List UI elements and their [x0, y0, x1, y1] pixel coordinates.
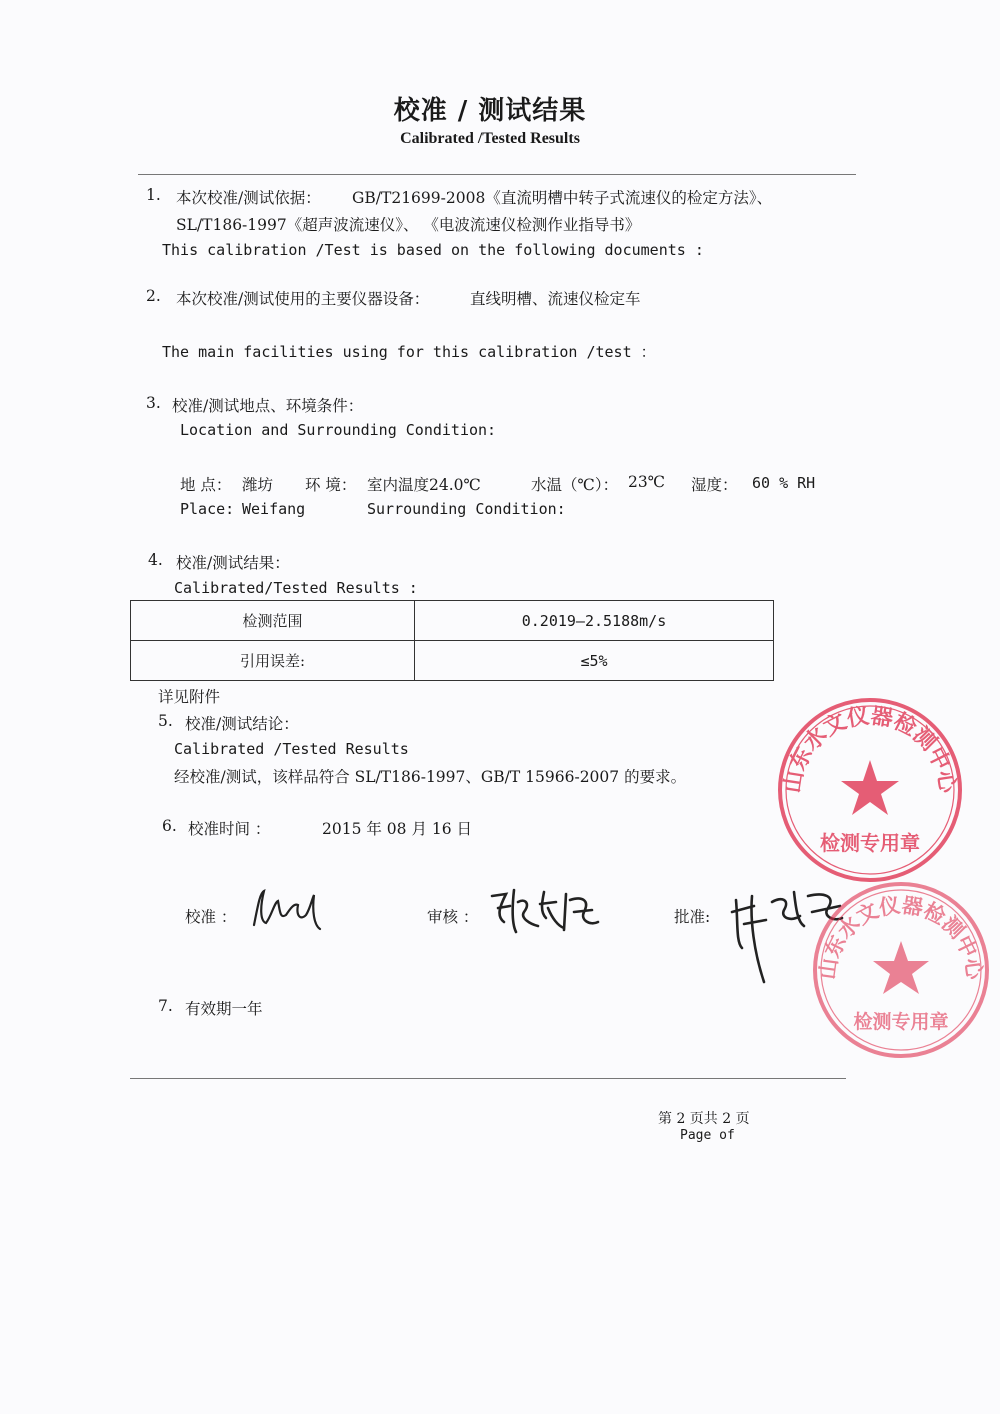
section3-number: 3. [146, 394, 161, 412]
footer-divider [130, 1078, 846, 1079]
section1-docs-line1: GB/T21699-2008《直流明槽中转子式流速仪的检定方法》、 [352, 189, 773, 207]
section1-docs-line2: SL/T186-1997《超声波流速仪》、 《电波流速仪检测作业指导书》 [176, 216, 641, 234]
header-divider [138, 174, 856, 175]
page-subtitle: Calibrated /Tested Results [400, 130, 580, 147]
section4-label-en: Calibrated/Tested Results : [174, 579, 418, 597]
section2-value: 直线明槽、流速仪检定车 [470, 290, 641, 308]
svg-text:山东水文仪器检测中心: 山东水文仪器检测中心 [814, 891, 988, 981]
surrounding-label-en: Surrounding Condition: [367, 500, 566, 518]
section5-label: 校准/测试结论： [185, 715, 299, 733]
table-row [131, 601, 774, 641]
calibrator-signature [250, 885, 330, 935]
section4-label: 校准/测试结果： [176, 554, 290, 572]
section2-label: 本次校准/测试使用的主要仪器设备： [176, 290, 430, 308]
section5-label-en: Calibrated /Tested Results [174, 740, 409, 758]
error-value-cell: ≤5% [415, 641, 774, 681]
reviewer-label: 审核 ： [427, 908, 479, 926]
official-seal-stamp-2 [806, 875, 996, 1065]
humidity-value: 60 % RH [752, 474, 816, 492]
error-label-cell: 引用误差: [131, 641, 415, 681]
section5-number: 5. [158, 712, 173, 730]
calibrator-label: 校准 ： [185, 908, 237, 926]
table-row [131, 641, 774, 681]
page-number-cn: 第 2 页共 2 页 [658, 1111, 750, 1127]
water-temp-label: 水温（℃）： [531, 476, 619, 494]
environment-value: 室内温度24.0℃ [367, 476, 481, 494]
approver-label: 批准: [674, 908, 711, 926]
range-label-cell: 检测范围 [131, 601, 415, 641]
place-label-cn: 地 点： [180, 476, 232, 494]
section7-number: 7. [158, 997, 173, 1015]
place-value-en: Weifang [242, 500, 306, 518]
page-title: 校准 / 测试结果 [393, 96, 587, 126]
water-temp-value: 23℃ [628, 473, 666, 491]
see-attachment-note: 详见附件 [158, 688, 221, 706]
humidity-label: 湿度： [691, 476, 738, 494]
calibration-date-label: 校准时间 ： [188, 820, 271, 838]
section1-number: 1. [146, 186, 161, 204]
section1-label: 本次校准/测试依据： [176, 189, 321, 207]
section3-label-en: Location and Surrounding Condition: [180, 421, 497, 439]
place-value-cn: 潍坊 [242, 476, 274, 494]
svg-text:山东水文仪器检测中心: 山东水文仪器检测中心 [779, 702, 961, 795]
section6-number: 6. [162, 817, 177, 835]
section2-label-en: The main facilities using for this calibration /test ： [162, 343, 656, 361]
section1-label-en: This calibration /Test is based on the following documents : [162, 241, 704, 259]
range-value-cell: 0.2019—2.5188m/s [415, 601, 774, 641]
svg-text:检测专用章: 检测专用章 [853, 1011, 949, 1033]
section2-number: 2. [146, 287, 161, 305]
official-seal-stamp [770, 690, 970, 890]
section3-label: 校准/测试地点、环境条件： [172, 397, 364, 415]
section4-number: 4. [148, 551, 163, 569]
environment-label: 环 境： [305, 476, 357, 494]
reviewer-signature [486, 882, 606, 938]
validity-text: 有效期一年 [185, 1000, 263, 1018]
calibration-date: 2015 年 08 月 16 日 [322, 820, 473, 838]
conclusion-text: 经校准/测试，该样品符合 SL/T186-1997、GB/T 15966-2007 的要求。 [174, 768, 687, 786]
results-table [130, 600, 774, 681]
page-number-en: Page of [680, 1128, 735, 1143]
svg-text:检测专用章: 检测专用章 [820, 831, 920, 855]
place-label-en: Place: [180, 500, 235, 518]
